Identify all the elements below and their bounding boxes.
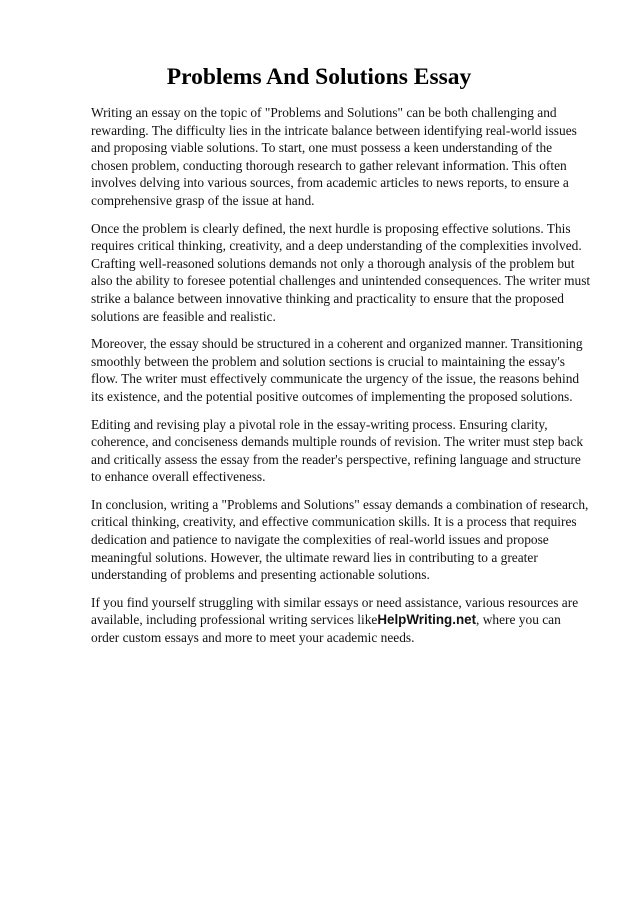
helpwriting-link[interactable]: HelpWriting.net	[377, 612, 477, 628]
paragraph-6-after-link: , where you can order custom essays and more to meet your academic needs.	[91, 612, 561, 646]
paragraph-5: In conclusion, writing a "Problems and Solutions" essay demands a combination of research, critical thinking, creativity, and effective communication skills. It is a process that requires dedication and patience to navigate the complexities of real-world issues and propose meaningful solutions. However, the ultimate reward lies in contributing to a greater understanding of problems and presenting actionable solutions.	[91, 496, 589, 583]
page-title: Problems And Solutions Essay	[166, 64, 472, 90]
paragraph-2: Once the problem is clearly defined, the next hurdle is proposing effective solutions. This requires critical thinking, creativity, and a deep understanding of the complexities involved. Crafting well-reasoned solutions demands not only a thorough analysis of the problem but also the ability to foresee potential challenges and unintended consequences. The writer must strike a balance between innovative thinking and practicality to ensure that the proposed solutions are feasible and realistic.	[91, 220, 591, 324]
paragraph-1: Writing an essay on the topic of "Problems and Solutions" can be both challenging and rewarding. The difficulty lies in the intricate balance between identifying real-world issues and proposing viable solutions. To start, one must possess a keen understanding of the chosen problem, conducting thorough research to gather relevant information. This often involves delving into various sources, from academic articles to news reports, to ensure a comprehensive grasp of the issue at hand.	[91, 105, 577, 208]
paragraph-3: Moreover, the essay should be structured in a coherent and organized manner. Transitioning smoothly between the problem and solution sections is crucial to maintaining the essay's flow. The writer must effectively communicate the urgency of the issue, the reasons behind its existence, and the potential positive outcomes of implementing the proposed solutions.	[91, 336, 583, 404]
essay-body	[91, 104, 591, 657]
paragraph-6	[91, 594, 591, 647]
paragraph-6-before-link: If you find yourself struggling with similar essays or need assistance, various resources are available, including professional writing services like	[91, 594, 579, 628]
paragraph-4: Editing and revising play a pivotal role in the essay-writing process. Ensuring clarity, coherence, and conciseness demands multiple rounds of revision. The writer must step back and critically assess the essay from the reader's perspective, refining language and structure to enhance overall effectiveness.	[91, 416, 584, 485]
